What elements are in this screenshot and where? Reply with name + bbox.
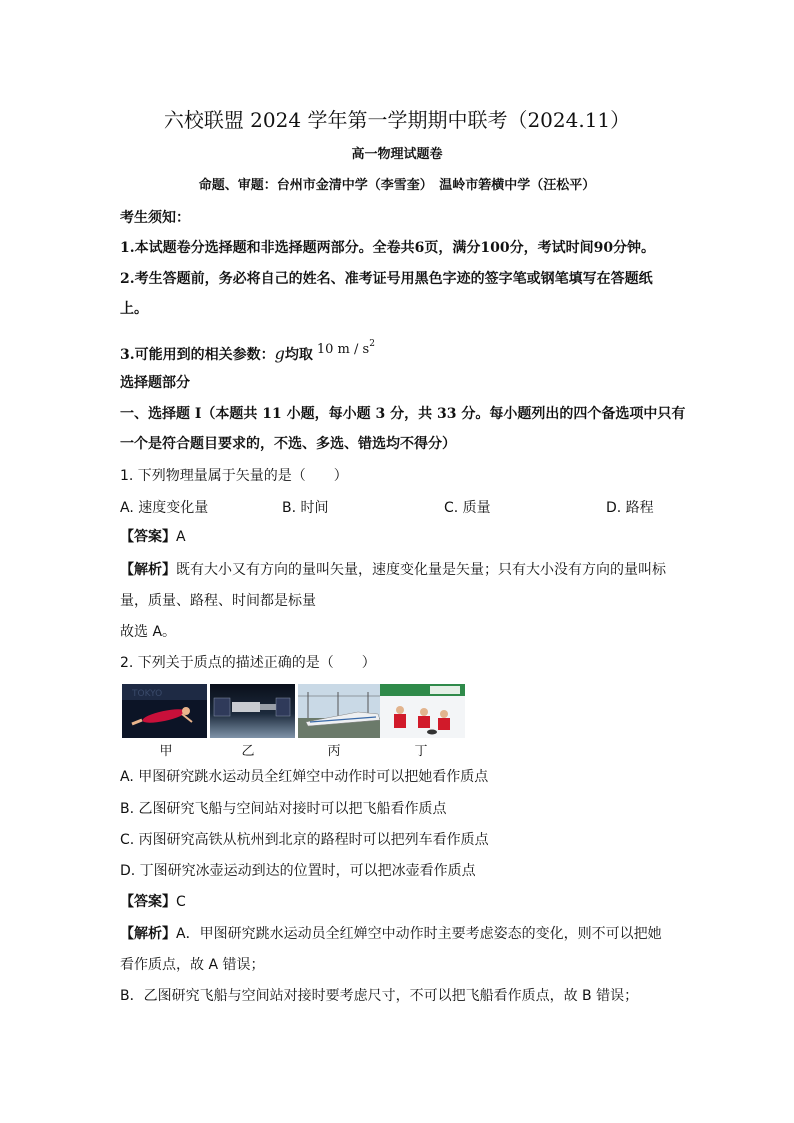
question-2-option-b: B. 乙图研究飞船与空间站对接时可以把飞船看作质点 <box>120 801 447 817</box>
question-1-option-c: C. 质量 <box>444 500 491 516</box>
notice-item-3-mid: 均取 <box>284 347 313 363</box>
figure-caption-jia: 甲 <box>159 744 173 759</box>
question-1-stem: 1. 下列物理量属于矢量的是（ ） <box>120 468 348 484</box>
exam-authors: 命题、审题：台州市金清中学（李雪奎） 温岭市箬横中学（汪松平） <box>198 178 596 193</box>
question-1-answer <box>120 527 186 547</box>
notice-item-1: 1.本试题卷分选择题和非选择题两部分。全卷共6页，满分100分，考试时间90分钟。 <box>120 240 656 256</box>
notice-item-3-prefix: 3.可能用到的相关参数： <box>120 347 275 363</box>
gravity-value: 10 m / s <box>316 342 370 357</box>
question-2-analysis-line-2: 看作质点，故 A 错误； <box>120 957 265 973</box>
question-1-option-d: D. 路程 <box>606 500 654 516</box>
high-speed-train-photo-icon <box>298 684 383 738</box>
analysis-text: A．甲图研究跳水运动员全红婵空中动作时主要考虑姿态的变化，则不可以把她 <box>176 926 662 942</box>
figure-caption-yi: 乙 <box>241 744 255 759</box>
curling-photo-icon <box>380 684 465 738</box>
answer-value: A <box>176 529 186 545</box>
question-2-option-d: D. 丁图研究冰壶运动到达的位置时，可以把冰壶看作质点 <box>120 863 476 879</box>
svg-text:TOKYO: TOKYO <box>132 689 163 699</box>
question-1-conclusion: 故选 A。 <box>120 624 177 640</box>
exam-title: 六校联盟 2024 学年第一学期期中联考（2024.11） <box>163 108 631 132</box>
question-1-options <box>120 497 680 517</box>
exam-subtitle: 高一物理试题卷 <box>351 147 443 162</box>
question-2-analysis <box>120 924 662 944</box>
question-1-analysis-continued: 量，质量、路程、时间都是标量 <box>120 593 316 609</box>
question-2-answer <box>120 892 186 912</box>
notice-item-2-continued: 上。 <box>120 301 148 317</box>
question-2-option-a: A. 甲图研究跳水运动员全红婵空中动作时可以把她看作质点 <box>120 769 489 785</box>
answer-value: C <box>176 894 186 910</box>
question-1-analysis <box>120 560 666 580</box>
gravity-value-exponent: 2 <box>369 339 375 349</box>
analysis-tag: 【解析】 <box>120 562 176 578</box>
notice-heading: 考生须知： <box>120 210 190 226</box>
question-2-figures <box>122 684 467 744</box>
analysis-text: 既有大小又有方向的量叫矢量，速度变化量是矢量；只有大小没有方向的量叫标 <box>176 562 666 578</box>
figure-caption-ding: 丁 <box>414 744 428 759</box>
spacecraft-docking-photo-icon <box>210 684 295 738</box>
diver-photo-icon <box>122 684 207 738</box>
question-1-option-a: A. 速度变化量 <box>120 500 209 516</box>
notice-item-3 <box>120 340 375 366</box>
section-heading: 一、选择题 I（本题共 11 小题，每小题 3 分，共 33 分。每小题列出的四个备选项中只有 <box>120 406 686 422</box>
question-2-option-c: C. 丙图研究高铁从杭州到北京的路程时可以把列车看作质点 <box>120 832 489 848</box>
gravity-symbol: g <box>274 344 285 363</box>
question-1-option-b: B. 时间 <box>282 500 329 516</box>
answer-tag: 【答案】 <box>120 894 176 910</box>
part-heading: 选择题部分 <box>120 375 190 391</box>
question-2-stem: 2. 下列关于质点的描述正确的是（ ） <box>120 655 376 671</box>
figure-caption-bing: 丙 <box>327 744 341 759</box>
answer-tag: 【答案】 <box>120 529 176 545</box>
analysis-tag: 【解析】 <box>120 926 176 942</box>
notice-item-2: 2.考生答题前，务必将自己的姓名、准考证号用黑色字迹的签字笔或钢笔填写在答题纸 <box>120 271 653 287</box>
section-heading-continued: 一个是符合题目要求的，不选、多选、错选均不得分） <box>120 436 456 452</box>
question-2-analysis-line-3: B．乙图研究飞船与空间站对接时要考虑尺寸，不可以把飞船看作质点，故 B 错误； <box>120 988 639 1004</box>
